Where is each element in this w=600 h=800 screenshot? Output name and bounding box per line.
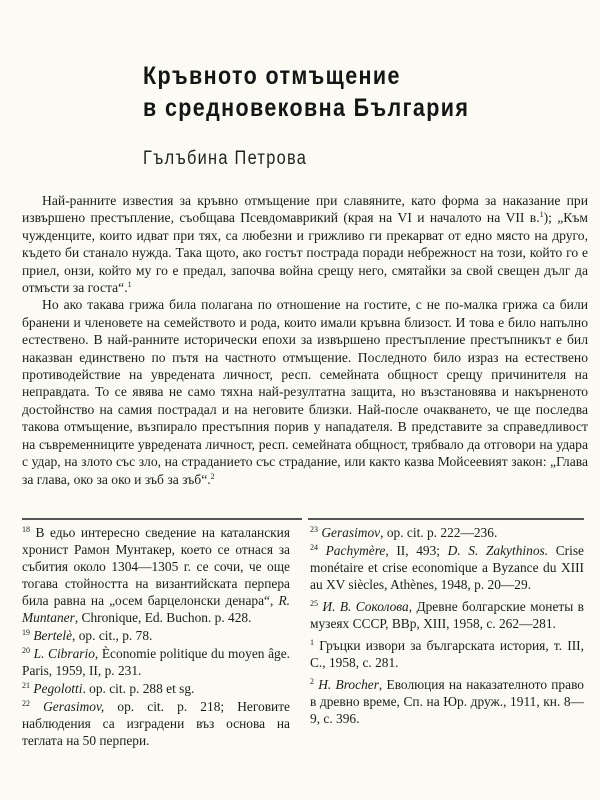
footnote-1: $^1$ Гръцки извори за българската история, т. III, С., 1958, с. 281. (310, 638, 584, 670)
article-body (22, 192, 588, 488)
paragraph-2: Но ако такава грижа била полагана по отношение на гостите, с не по-малка грижа са били бранени и членовете на семейството и рода, които имали кръвна близост. И това е било напълно естествено. В най-ранните исторически епохи за извършено престъпление престъпникът е бил наказван единствено по пътя на частното отмъщение. Последното било израз на естествено противодействие на увредената личност, респ. семейната общност срещу причинителя на неправдата. То се явява не само тяхна най-резултатна защита, но възстановява и накърненото достойнство на самия пострадал и на неговите близки. Най-после очакването, че ще последва такова отмъщение, възпирало престъпния порив у нападателя. В представите за справедливост на съвременниците увредената личност, респ. семейната общност, трябвало да отговори на удара с удар, на злото със зло, на страданието със страдание, или както казва Мойсеевият закон: „Глава за глава, око за око и зъб за зъб“.$^2$ (22, 297, 588, 487)
footnote-20: $^{20}$ L. Cibrario, Èconomie politique du moyen âge. Paris, 1959, II, p. 231. (22, 646, 290, 678)
paragraph-1: Най-ранните известия за кръвно отмъщение при славяните, като форма за наказание при извършено престъпление, съобщава Псевдомаврикий (края на VI и началото на VII в.$^1$); „Към чужденците, които идват при тях, са любезни и грижливо ги прекарват от едно място на друго, където би станало нужда. Така щото, ако гостът пострада поради небрежност на този, който го е приел, онзи, който му го е предал, започва война срещу него, смятайки за свой свещен дълг да отмъсти за госта“.$^1$ (22, 193, 589, 296)
footnote-2: $^2$ H. Brocher, Еволюция на наказателното право в древно време, Сп. на Юр. друж., 1911, кн. 8—9, с. 396. (310, 677, 584, 726)
footnote-23: $^{23}$ Gerasimov, op. cit. p. 222—236. (310, 525, 498, 540)
footnotes-left-column (22, 524, 290, 750)
footnote-25: $^{25}$ И. В. Соколова, Древне болгарские монеты в музеях СССР, ВВр, XIII, 1958, с. 262—281. (310, 599, 584, 631)
footnote-19: $^{19}$ Bertelè, op. cit., p. 78. (22, 628, 153, 643)
footnote-ref: 1 (539, 210, 544, 220)
article-author: Гълъбина Петрова (143, 148, 308, 169)
footnote-divider-left (22, 518, 302, 520)
title-line-1: Кръвното отмъщение (143, 62, 401, 90)
footnote-21: $^{21}$ Pegolotti. op. cit. p. 288 et sg. (22, 681, 195, 696)
article-title (143, 60, 469, 124)
footnote-ref: 1 (127, 280, 132, 290)
footnote-24: $^{24}$ Pachymère, II, 493; D. S. Zakythinos. Crise monétaire et crise economique a Byzance du XIII au XV siècles, Athènes, 1948, p. 20—29. (310, 543, 584, 592)
footnotes-right-column (310, 524, 584, 728)
footnote-ref: 2 (210, 471, 215, 481)
footnote-22: $^{22}$ Gerasimov, op. cit. p. 218; Неговите наблюдения са изградени въз основа на теглата на 50 перпери. (22, 699, 290, 748)
footnote-18: $^{18}$ В едьо интересно сведение на каталанския хронист Рамон Мунтакер, което се отнася за събития около 1304—1305 г. се сочи, че още тогава стойността на византийската перпера била равна на „осем барцелонски денара“, R. Muntaner, Chronique, Ed. Buchon. p. 428. (22, 525, 290, 625)
footnote-divider-right (308, 518, 584, 520)
title-line-2: в средновековна България (143, 94, 470, 122)
